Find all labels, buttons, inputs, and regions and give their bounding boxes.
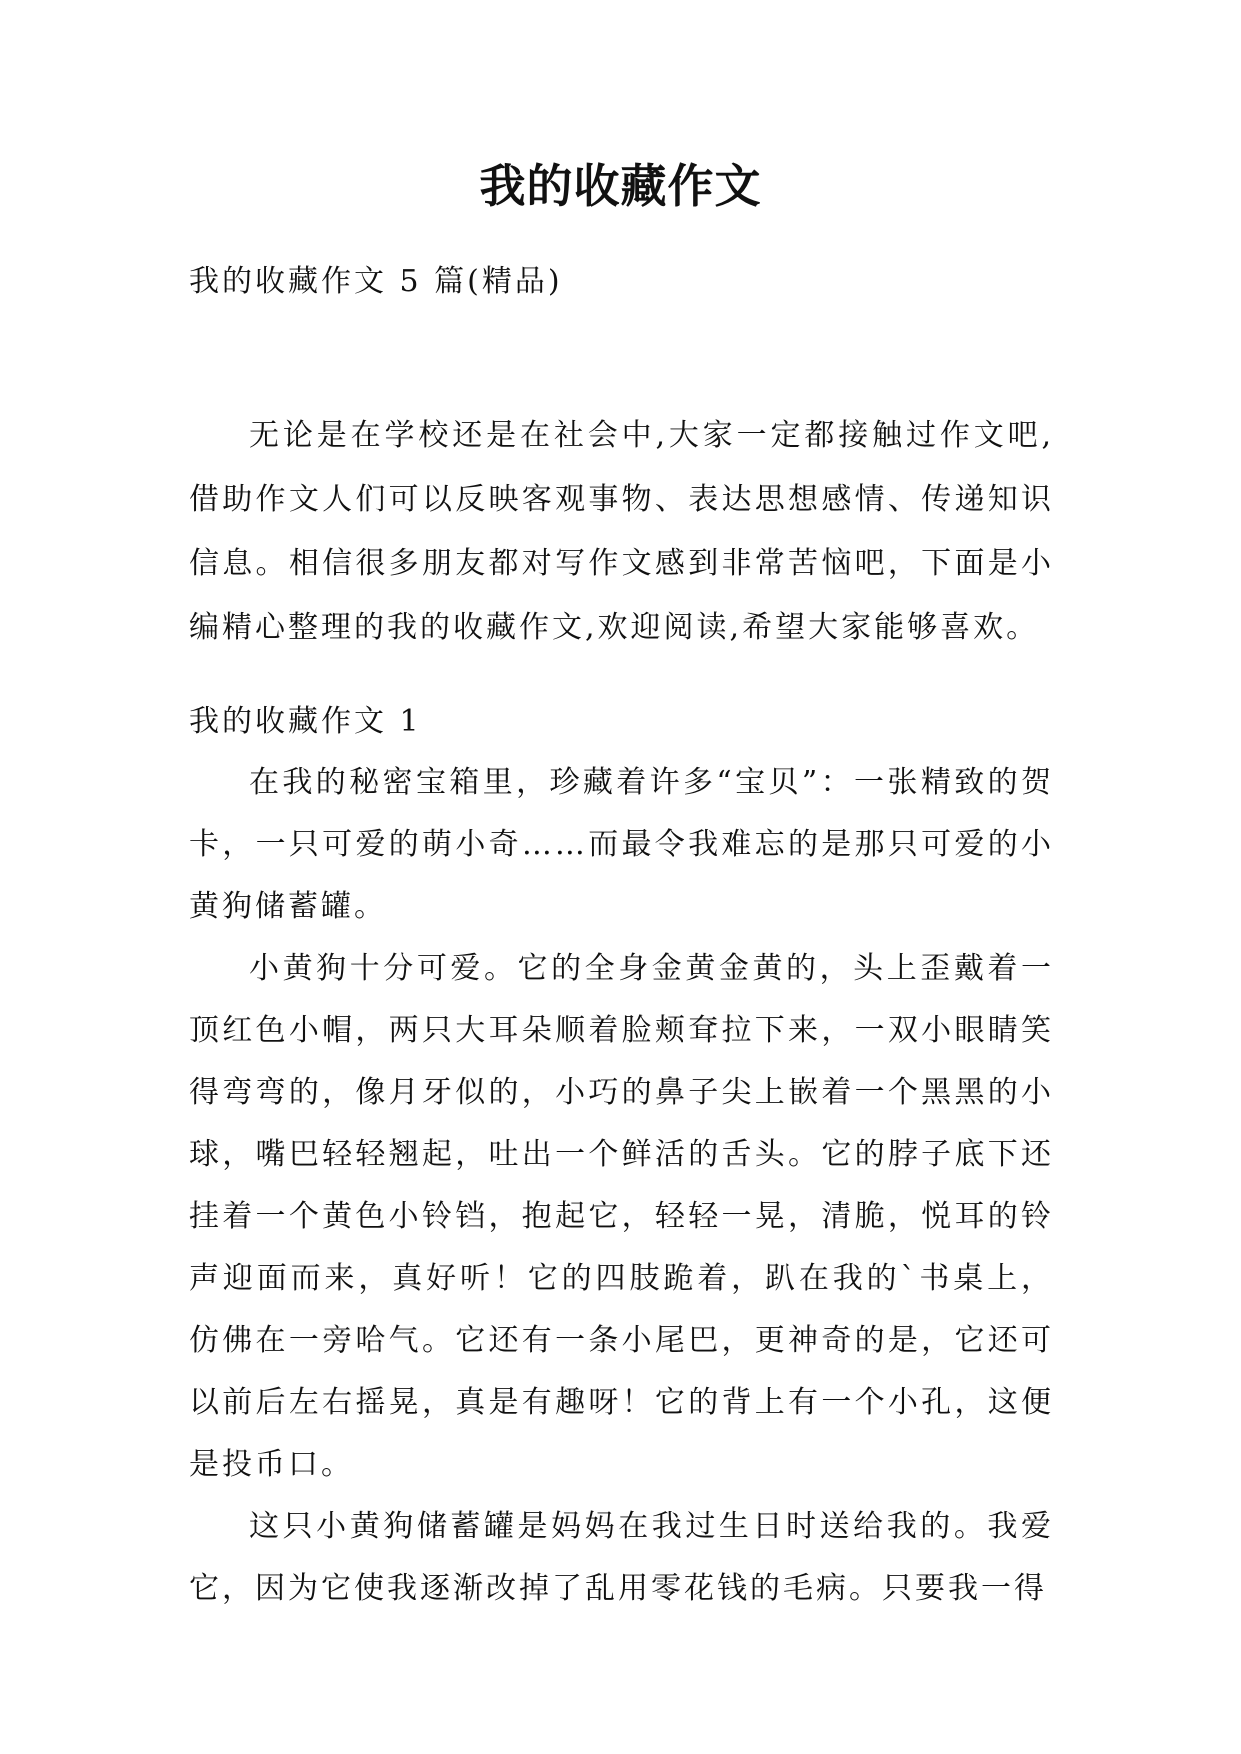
- intro-paragraph: 无论是在学校还是在社会中,大家一定都接触过作文吧,借助作文人们可以反映客观事物、表达思想感情、传递知识信息。相信很多朋友都对写作文感到非常苦恼吧，下面是小编精心整理的我的收藏作文,欢迎阅读,希望大家能够喜欢。: [189, 418, 1054, 645]
- document-subtitle: 我的收藏作文 5 篇(精品): [189, 264, 563, 299]
- essay-paragraph-3: 这只小黄狗储蓄罐是妈妈在我过生日时送给我的。我爱它，因为它使我逐渐改掉了乱用零花钱的毛病。只要我一得: [189, 1509, 1054, 1606]
- essay-body: [189, 752, 1054, 1620]
- document-title: 我的收藏作文: [479, 159, 762, 213]
- essay-paragraph-2: 小黄狗十分可爱。它的全身金黄金黄的，头上歪戴着一顶红色小帽，两只大耳朵顺着脸颊耷拉下来，一双小眼睛笑得弯弯的，像月牙似的，小巧的鼻子尖上嵌着一个黑黑的小球，嘴巴轻轻翘起，吐出一个鲜活的舌头。它的脖子底下还挂着一个黄色小铃铛，抱起它，轻轻一晃，清脆，悦耳的铃声迎面而来，真好听！它的四肢跪着，趴在我的`书桌上，仿佛在一旁哈气。它还有一条小尾巴，更神奇的是，它还可以前后左右摇晃，真是有趣呀！它的背上有一个小孔，这便是投币口。: [189, 951, 1054, 1482]
- intro-section: [189, 404, 1054, 660]
- essay-paragraph-1: 在我的秘密宝箱里，珍藏着许多“宝贝”：一张精致的贺卡，一只可爱的萌小奇……而最令我难忘的是那只可爱的小黄狗储蓄罐。: [189, 765, 1054, 924]
- section-heading: 我的收藏作文 1: [189, 704, 422, 739]
